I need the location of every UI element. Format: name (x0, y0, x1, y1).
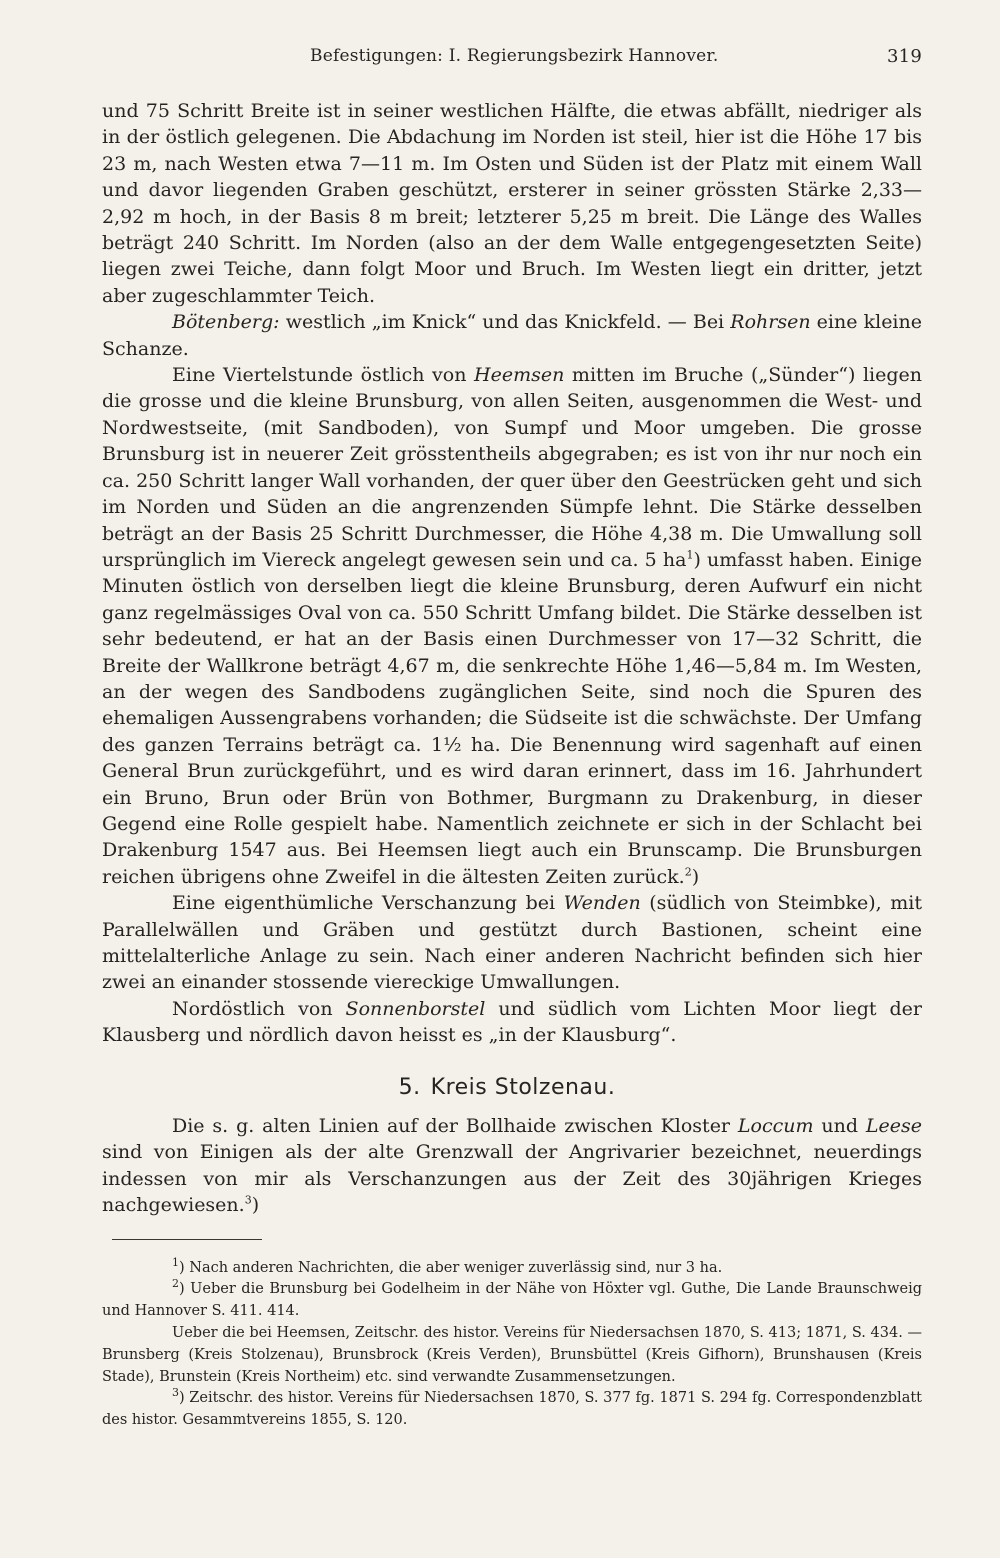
page-number: 319 (887, 46, 922, 67)
footnote-ref: 1 (686, 548, 694, 562)
italic-name: Loccum (737, 1115, 814, 1138)
footnote-fn2 (102, 1279, 922, 1323)
text-run: Eine Viertelstunde östlich von (172, 364, 475, 387)
italic-name: Heemsen (474, 364, 565, 387)
text-run: (südlich von Steimbke), mit Parallelwällen und Gräben und gestützt durch Bastionen, scheint eine mittelalterliche Anlage zu sein. Nach einer anderen Nachricht befinden sich hier zwei an einander stossende viereckige Umwallungen. (102, 892, 922, 994)
footnote-rule (112, 1239, 262, 1240)
section-paragraphs (102, 1113, 922, 1219)
footnote-ref: 3 (244, 1193, 252, 1207)
footnote-fn2b (102, 1323, 922, 1388)
footnotes (102, 1255, 922, 1432)
footnote-marker: 3 (172, 1386, 179, 1400)
italic-name: Bötenberg: (172, 311, 280, 334)
page-header (102, 46, 922, 76)
section-title: Kreis Stolzenau. (430, 1074, 616, 1100)
text-run: mitten im Bruche („Sünder“) liegen die grosse und die kleine Brunsburg, von allen Seiten, ausgenommen die West- und Nordwestseite, (mit Sandboden), von Sumpf und Moor umgeben. Die grosse Brunsburg ist in neuerer Zeit grösstentheils abgegraben; es ist von ihr nur noch ein ca. 250 Schritt langer Wall vorhanden, der quer über den Geestrücken geht und sich im Norden und Süden an die angrenzenden Sümpfe lehnt. Die Stärke desselben beträgt an der Basis 25 Schritt Durchmesser, die Höhe 4,38 m. Die Umwallung soll ursprünglich im Viereck angelegt gewesen sein und ca. 5 ha (102, 364, 922, 571)
footnote-ref: 2 (684, 865, 692, 879)
footnote-fn3 (102, 1388, 922, 1432)
body-text (102, 98, 922, 1219)
text-run: eine kleine Schanze. (102, 311, 922, 360)
text-run: ) umfasst haben. Einige Minuten östlich von derselben liegt die kleine Brunsburg, deren Aufwurf ein nicht ganz regelmässiges Oval von ca. 550 Schritt Umfang bildet. Die Stärke desselben ist sehr bedeutend, er hat an der Basis einen Durchmesser von 17—32 Schritt, die Breite der Wallkrone beträgt 4,67 m, die senkrechte Höhe 1,46—5,84 m. Im Westen, an der wegen des Sandbodens zugänglichen Seite, sind noch die Spuren des ehemaligen Aussengrabens vorhanden; die Südseite ist die schwächste. Der Umfang des ganzen Terrains beträgt ca. 1½ ha. Die Benennung wird sagenhaft auf einen General Brun zurückgeführt, und es wird daran erinnert, dass im 16. Jahrhundert ein Bruno, Brun oder Brün von Bothmer, Burgmann zu Drakenburg, in dieser Gegend eine Rolle gespielt habe. Namentlich zeichnete er sich in der Schlacht bei Drakenburg 1547 aus. Bei Heemsen liegt auch ein Brunscamp. Die Brunsburgen reichen übrigens ohne Zweifel in die ältesten Zeiten zurück. (102, 548, 922, 888)
paragraph-p5 (102, 996, 922, 1049)
section-number: 5. (398, 1074, 421, 1100)
running-title: Befestigungen: I. Regierungsbezirk Hannover. (310, 46, 719, 66)
footnote-text: ) Zeitschr. des histor. Vereins für Niedersachsen 1870, S. 377 fg. 1871 S. 294 fg. Correspondenzblatt des histor. Gesammtvereins 1855, S. 120. (102, 1390, 922, 1429)
footnote-text: ) Ueber die Brunsburg bei Godelheim in der Nähe von Höxter vgl. Guthe, Die Lande Braunschweig und Hannover S. 411. 414. (102, 1281, 922, 1320)
paragraph-p3 (102, 362, 922, 890)
text-run: ) (691, 865, 700, 888)
italic-name: Leese (865, 1115, 922, 1138)
paragraph-p4 (102, 890, 922, 996)
text-run: und (813, 1115, 866, 1138)
text-run: sind von Einigen als der alte Grenzwall der Angrivarier bezeichnet, neuerdings indessen von mir als Verschanzungen aus der Zeit des 30jährigen Krieges nachgewiesen. (102, 1141, 922, 1217)
text-run: Die s. g. alten Linien auf der Bollhaide zwischen Kloster (172, 1115, 738, 1138)
footnote-text: ) Nach anderen Nachrichten, die aber weniger zuverlässig sind, nur 3 ha. (179, 1259, 723, 1276)
text-run: westlich „im Knick“ und das Knickfeld. — Bei (279, 311, 731, 334)
italic-name: Sonnenborstel (345, 997, 486, 1020)
section-heading (102, 1075, 922, 1101)
paragraph-p1 (102, 98, 922, 309)
paragraph-s1 (102, 1113, 922, 1219)
footnote-marker: 2 (172, 1277, 179, 1291)
text-run: ) (251, 1194, 260, 1217)
footnote-marker: 1 (172, 1255, 179, 1269)
footnote-text: Ueber die bei Heemsen, Zeitschr. des histor. Vereins für Niedersachsen 1870, S. 413; 1871, S. 434. — Brunsberg (Kreis Stolzenau), Brunsbrock (Kreis Verden), Brunsbüttel (Kreis Gifhorn), Brunshausen (Kreis Stade), Brunstein (Kreis Northeim) etc. sind verwandte Zusammensetzungen. (102, 1325, 922, 1385)
text-run: Nordöstlich von (172, 997, 346, 1020)
text-run: und 75 Schritt Breite ist in seiner westlichen Hälfte, die etwas abfällt, niedriger als in der östlich gelegenen. Die Abdachung im Norden ist steil, hier ist die Höhe 17 bis 23 m, nach Westen etwa 7—11 m. Im Osten und Süden ist der Platz mit einem Wall und davor liegenden Graben geschützt, ersterer in seiner grössten Stärke 2,33—2,92 m hoch, in der Basis 8 m breit; letzterer 5,25 m breit. Die Länge des Walles beträgt 240 Schritt. Im Norden (also an der dem Walle entgegengesetzten Seite) liegen zwei Teiche, dann folgt Moor und Bruch. Im Westen liegt ein dritter, jetzt aber zugeschlammter Teich. (102, 100, 922, 307)
text-run: und südlich vom Lichten Moor liegt der Klausberg und nördlich davon heisst es „in der Klausburg“. (102, 997, 923, 1047)
footnote-fn1 (102, 1255, 922, 1280)
paragraph-p2 (102, 309, 922, 362)
text-run: Eine eigenthümliche Verschanzung bei (172, 892, 564, 915)
italic-name: Rohrsen (730, 311, 811, 334)
paragraphs (102, 98, 922, 1049)
italic-name: Wenden (563, 892, 641, 915)
